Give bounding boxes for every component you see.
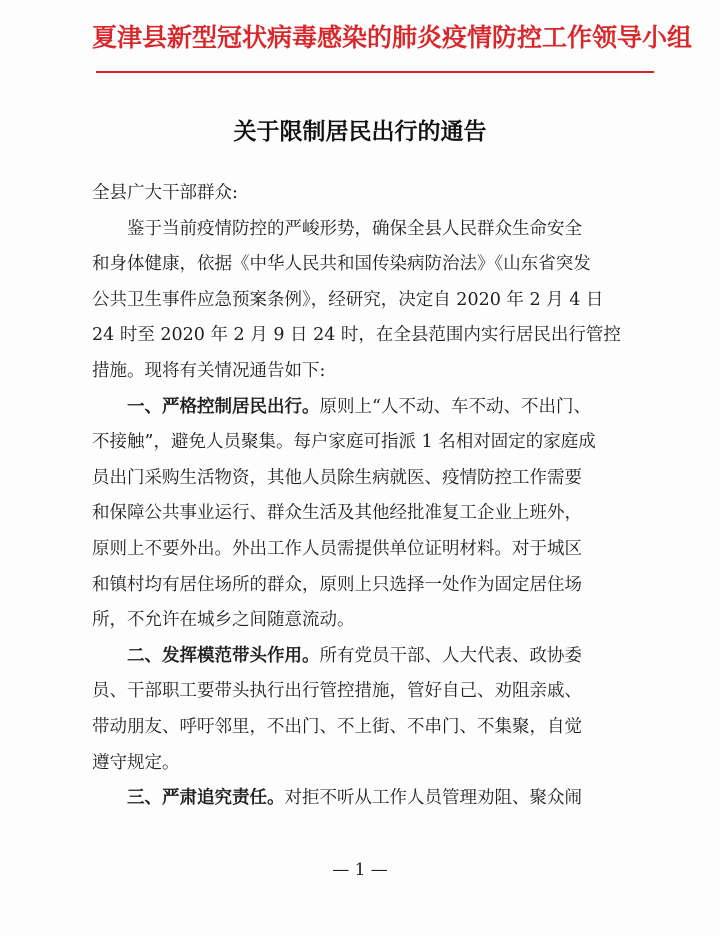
document-body [92, 176, 652, 817]
document-title: 关于限制居民出行的通告 [233, 119, 487, 145]
intro-line: 和身体健康，依据《中华人民共和国传染病防治法》《山东省突发 [92, 254, 591, 275]
intro-line: 公共卫生事件应急预案条例》，经研究，决定自 2020 年 2 月 4 日 [92, 289, 604, 310]
section-3-first-line [92, 781, 652, 817]
issuer-header: 夏津县新型冠状病毒感染的肺炎疫情防控工作领导小组 [92, 23, 693, 52]
section-1-line: 原则上不要外出。外出工作人员需提供单位证明材料。对于城区 [92, 538, 582, 559]
salutation: 全县广大干部群众: [92, 183, 238, 203]
section-2-line: 带动朋友、呼吁邻里，不出门、不上街、不串门、不集聚，自觉 [92, 716, 582, 737]
section-1-heading: 一、严格控制居民出行。 [127, 396, 320, 417]
section-1-text: 原则上“人不动、车不动、不出门、 [319, 396, 591, 417]
section-3-text: 对拒不听从工作人员管理劝阻、聚众闹 [284, 788, 582, 809]
section-2-text: 所有党员干部、人大代表、政协委 [319, 645, 582, 666]
section-2-line: 遵守规定。 [92, 752, 180, 773]
red-divider-line [96, 71, 654, 73]
intro-line: 鉴于当前疫情防控的严峻形势，确保全县人民群众生命安全 [127, 218, 582, 239]
section-1-line: 和保障公共事业运行、群众生活及其他经批准复工企业上班外， [92, 503, 582, 524]
section-1-line: 员出门采购生活物资，其他人员除生病就医、疫情防控工作需要 [92, 467, 582, 488]
page-number: — 1 — [332, 860, 388, 880]
section-1-line: 和镇村均有居住场所的群众，原则上只选择一处作为固定居住场 [92, 574, 582, 595]
section-2-first-line [92, 639, 652, 675]
section-3-heading: 三、严肃追究责任。 [127, 788, 285, 809]
intro-line: 24 时至 2020 年 2 月 9 日 24 时，在全县范围内实行居民出行管控 [92, 325, 621, 346]
section-2-heading: 二、发挥模范带头作用。 [127, 645, 320, 666]
section-2-line: 员、干部职工要带头执行出行管控措施，管好自己、劝阻亲戚、 [92, 681, 582, 702]
intro-line: 措施。现将有关情况通告如下: [92, 360, 326, 381]
section-1-line: 所，不允许在城乡之间随意流动。 [92, 610, 355, 631]
section-1-first-line [92, 390, 652, 426]
section-1-line: 不接触”，避免人员聚集。每户家庭可指派 1 名相对固定的家庭成 [92, 432, 596, 453]
